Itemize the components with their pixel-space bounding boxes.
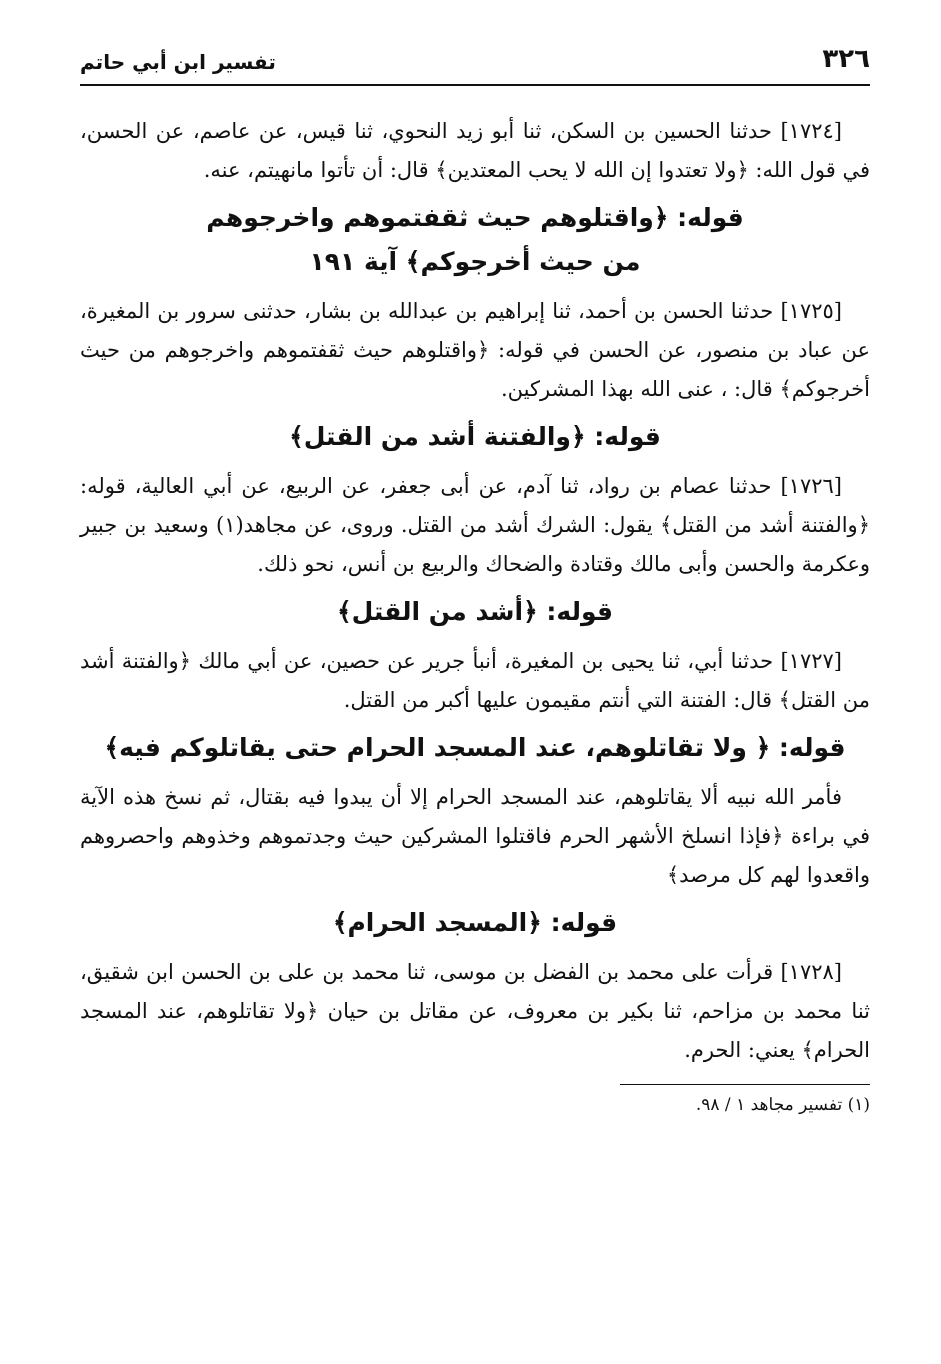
heading-line: قوله: ﴿المسجد الحرام﴾ <box>332 908 618 937</box>
verse-heading-ashad <box>80 590 870 634</box>
narration-1726: [١٧٢٦] حدثنا عصام بن رواد، ثنا آدم، عن أبى جعفر، عن الربيع، عن أبي العالية، قوله: ﴿والفتنة أشد من القتل﴾ يقول: الشرك أشد من القتل. وروى، عن مجاهد(١) وسعيد بن جبير وعكرمة والحسن وأبى مالك وقتادة والضحاك والربيع بن أنس، نحو ذلك. <box>80 474 870 576</box>
footnote-divider <box>620 1084 870 1085</box>
book-page <box>80 40 870 1330</box>
verse-heading-fitna <box>80 415 870 459</box>
narration-1725: [١٧٢٥] حدثنا الحسن بن أحمد، ثنا إبراهيم بن عبدالله بن بشار، حدثنى سرور بن المغيرة، عن عباد بن منصور، عن الحسن في قوله: ﴿واقتلوهم حيث ثقفتموهم واخرجوهم من حيث أخرجوكم﴾ قال: ، عنى الله بهذا المشركين. <box>80 299 870 401</box>
heading-line: قوله: ﴿واقتلوهم حيث ثقفتموهم واخرجوهم <box>206 203 744 232</box>
narration-1727: [١٧٢٧] حدثنا أبي، ثنا يحيى بن المغيرة، أنبأ جرير عن حصين، عن أبي مالك ﴿والفتنة أشد من القتل﴾ قال: الفتنة التي أنتم مقيمون عليها أكبر من القتل. <box>80 649 870 712</box>
running-header <box>80 40 870 86</box>
book-title: تفسير ابن أبي حاتم <box>80 50 276 74</box>
heading-line: قوله: ﴿أشد من القتل﴾ <box>336 597 614 626</box>
narration-1728: [١٧٢٨] قرأت على محمد بن الفضل بن موسى، ثنا محمد بن على بن الحسن ابن شقيق، ثنا محمد بن مزاحم، ثنا بكير بن معروف، عن مقاتل بن حيان ﴿ولا تقاتلوهم، عند المسجد الحرام﴾ يعني: الحرم. <box>80 960 870 1062</box>
commentary-abrogation: فأمر الله نبيه ألا يقاتلوهم، عند المسجد الحرام إلا أن يبدوا فيه بقتال، ثم نسخ هذه الآية في براءة ﴿فإذا انسلخ الأشهر الحرم فاقتلوا المشركين حيث وجدتموهم وخذوهم واحصروهم واقعدوا لهم كل مرصد﴾ <box>80 785 870 887</box>
narration-1724: [١٧٢٤] حدثنا الحسين بن السكن، ثنا أبو زيد النحوي، ثنا قيس، عن عاصم، عن الحسن، في قول الله: ﴿ولا تعتدوا إن الله لا يحب المعتدين﴾ قال: أن تأتوا مانهيتم، عنه. <box>80 119 870 182</box>
verse-heading-la-tuqatiluhum <box>80 726 870 770</box>
heading-line: قوله: ﴿ ولا تقاتلوهم، عند المسجد الحرام حتى يقاتلوكم فيه﴾ <box>104 733 846 762</box>
heading-line: قوله: ﴿والفتنة أشد من القتل﴾ <box>289 422 661 451</box>
verse-heading-191 <box>80 196 870 284</box>
page-content <box>80 112 870 1119</box>
heading-line: من حيث أخرجوكم﴾ آية ١٩١ <box>309 247 641 276</box>
verse-heading-masjid <box>80 901 870 945</box>
page-number: ٣٢٦ <box>822 44 870 74</box>
footnote: (١) تفسير مجاهد ١ / ٩٨. <box>695 1095 870 1115</box>
